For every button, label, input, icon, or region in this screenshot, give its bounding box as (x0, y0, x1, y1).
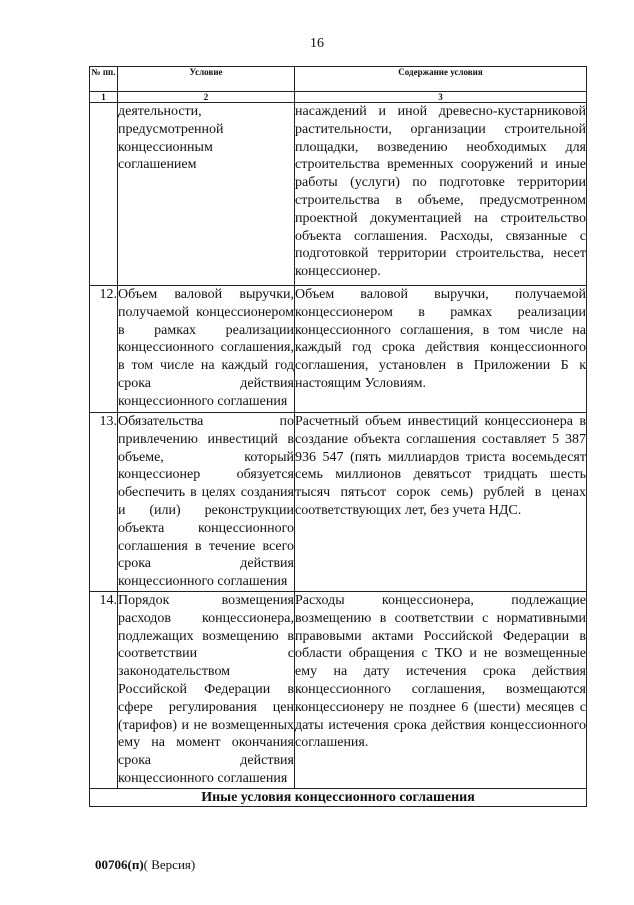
header-content: Содержание условия (295, 67, 587, 92)
table-row (90, 413, 587, 592)
row-condition: Объем валовой выручки, получаемой концессионером в рамках реализации концессионного соглашения, в том числе на каждый год срока действия концессионного соглашения (118, 286, 295, 413)
column-number: 3 (295, 92, 587, 103)
row-number (90, 103, 118, 286)
section-title: Иные условия концессионного соглашения (90, 788, 587, 806)
column-numbers-row (90, 92, 587, 103)
row-condition: Обязательства по привлечению инвестиций в объеме, который концессионер обязуется обеспечить в целях создания и (или) реконструкции объекта концессионного соглашения в течение всего срока действия концессионного соглашения (118, 413, 295, 592)
column-number: 1 (90, 92, 118, 103)
row-number: 12. (90, 286, 118, 413)
table-row (90, 103, 587, 286)
column-number: 2 (118, 92, 295, 103)
row-content: Объем валовой выручки, получаемой концессионером в рамках реализации концессионного соглашения, в том числе на каждый год срока действия концессионного соглашения, установлен в Приложении Б к настоящим Условиям. (295, 286, 587, 413)
row-condition: деятельности, предусмотренной концессионным соглашением (118, 103, 295, 286)
row-content: Расчетный объем инвестиций концессионера в создание объекта соглашения составляет 5 387 936 547 (пять миллиардов триста восемьдесят семь миллионов девятьсот тридцать шесть тысяч пятьсот сорок семь) рублей в ценах соответствующих лет, без учета НДС. (295, 413, 587, 592)
table-row (90, 591, 587, 788)
header-condition: Условие (118, 67, 295, 92)
row-content: Расходы концессионера, подлежащие возмещению в соответствии с нормативными правовыми актами Российской Федерации в области обращения с ТКО и не возмещенные ему на дату истечения срока действия концессионного соглашения, возмещаются концессионеру не позднее 6 (шести) месяцев с даты истечения срока действия концессионного соглашения. (295, 591, 587, 788)
row-number: 13. (90, 413, 118, 592)
table-header-row (90, 67, 587, 92)
row-condition: Порядок возмещения расходов концессионера, подлежащих возмещению в соответствии с законодательством Российской Федерации в сфере регулирования цен (тарифов) и не возмещенных ему на момент окончания срока действия концессионного соглашения (118, 591, 295, 788)
document-footer (95, 857, 195, 873)
header-number: № пп. (90, 67, 118, 92)
row-content: насаждений и иной древесно-кустарниковой растительности, организации строительной площадки, возведению необходимых для строительства временных сооружений и иные работы (услуги) по подготовке территории строительства в объеме, предусмотренном проектной документацией на строительство объекта соглашения. Расходы, связанные с подготовкой территории строительства, несет концессионер. (295, 103, 587, 286)
conditions-table (89, 66, 587, 807)
page-number: 16 (310, 36, 324, 51)
document-code: 00706(п) (95, 857, 144, 872)
table-row (90, 286, 587, 413)
section-title-row (90, 788, 587, 806)
document-version: ( Версия) (143, 857, 196, 872)
row-number: 14. (90, 591, 118, 788)
